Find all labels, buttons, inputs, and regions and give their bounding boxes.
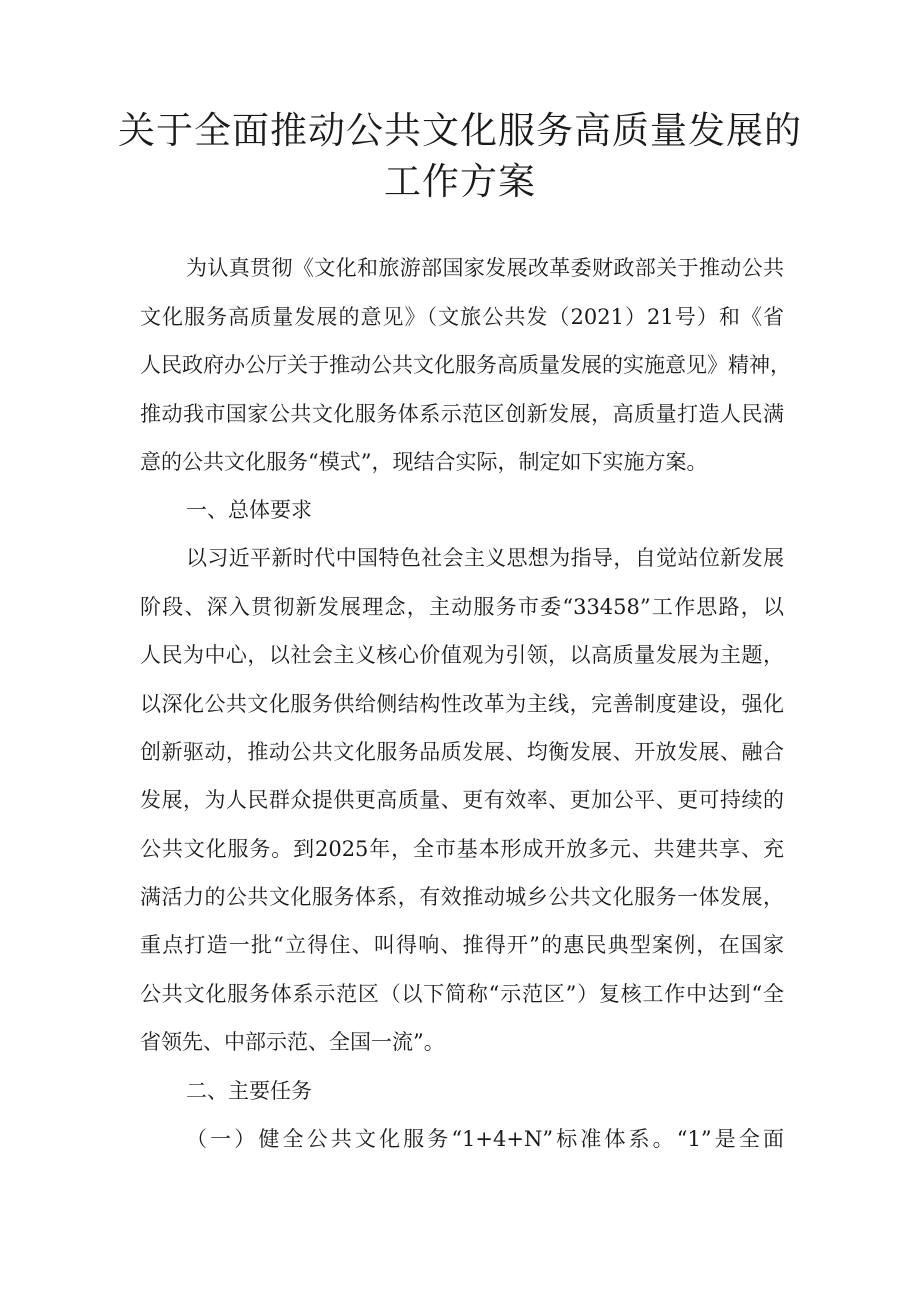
- section1-paragraph-line: 重点打造一批“立得住、叫得响、推得开”的惠民典型案例，在国家: [140, 933, 784, 957]
- section1-paragraph-line: 满活力的公共文化服务体系，有效推动城乡公共文化服务一体发展，: [140, 885, 784, 909]
- section1-paragraph-line: 以习近平新时代中国特色社会主义思想为指导，自觉站位新发展: [186, 546, 784, 570]
- section1-paragraph-line: 发展，为人民群众提供更高质量、更有效率、更加公平、更可持续的: [140, 788, 784, 812]
- intro-paragraph-line: 为认真贯彻《文化和旅游部国家发展改革委财政部关于推动公共: [186, 256, 784, 280]
- section1-paragraph-line: 阶段、深入贯彻新发展理念，主动服务市委“33458”工作思路，以: [140, 595, 784, 619]
- intro-paragraph-line: 文化服务高质量发展的意见》（文旅公共发（2021）21号）和《省: [140, 305, 784, 329]
- section1-paragraph-line: 创新驱动，推动公共文化服务品质发展、均衡发展、开放发展、融合: [140, 740, 784, 764]
- document-title-line-1: 关于全面推动公共文化服务高质量发展的: [118, 109, 802, 152]
- section-heading-overall-requirements: 一、总体要求: [186, 498, 312, 522]
- section1-paragraph-line: 省领先、中部示范、全国一流”。: [140, 1030, 445, 1054]
- section1-paragraph-line: 人民为中心，以社会主义核心价值观为引领，以高质量发展为主题，: [140, 643, 784, 667]
- section1-paragraph-line: 公共文化服务体系示范区（以下简称“示范区”）复核工作中达到“全: [140, 982, 784, 1006]
- section1-paragraph-line: 公共文化服务。到2025年，全市基本形成开放多元、共建共享、充: [140, 837, 784, 861]
- intro-paragraph-line: 意的公共文化服务“模式”，现结合实际，制定如下实施方案。: [140, 450, 708, 474]
- section-heading-main-tasks: 二、主要任务: [186, 1079, 312, 1103]
- intro-paragraph-line: 推动我市国家公共文化服务体系示范区创新发展，高质量打造人民满: [140, 402, 784, 426]
- document-title-line-2: 工作方案: [384, 160, 536, 203]
- subsection1-paragraph-line: （一）健全公共文化服务“1+4+N”标准体系。“1”是全面: [186, 1127, 784, 1151]
- intro-paragraph-line: 人民政府办公厅关于推动公共文化服务高质量发展的实施意见》精神，: [140, 353, 791, 377]
- section1-paragraph-line: 以深化公共文化服务供给侧结构性改革为主线，完善制度建设，强化: [140, 692, 784, 716]
